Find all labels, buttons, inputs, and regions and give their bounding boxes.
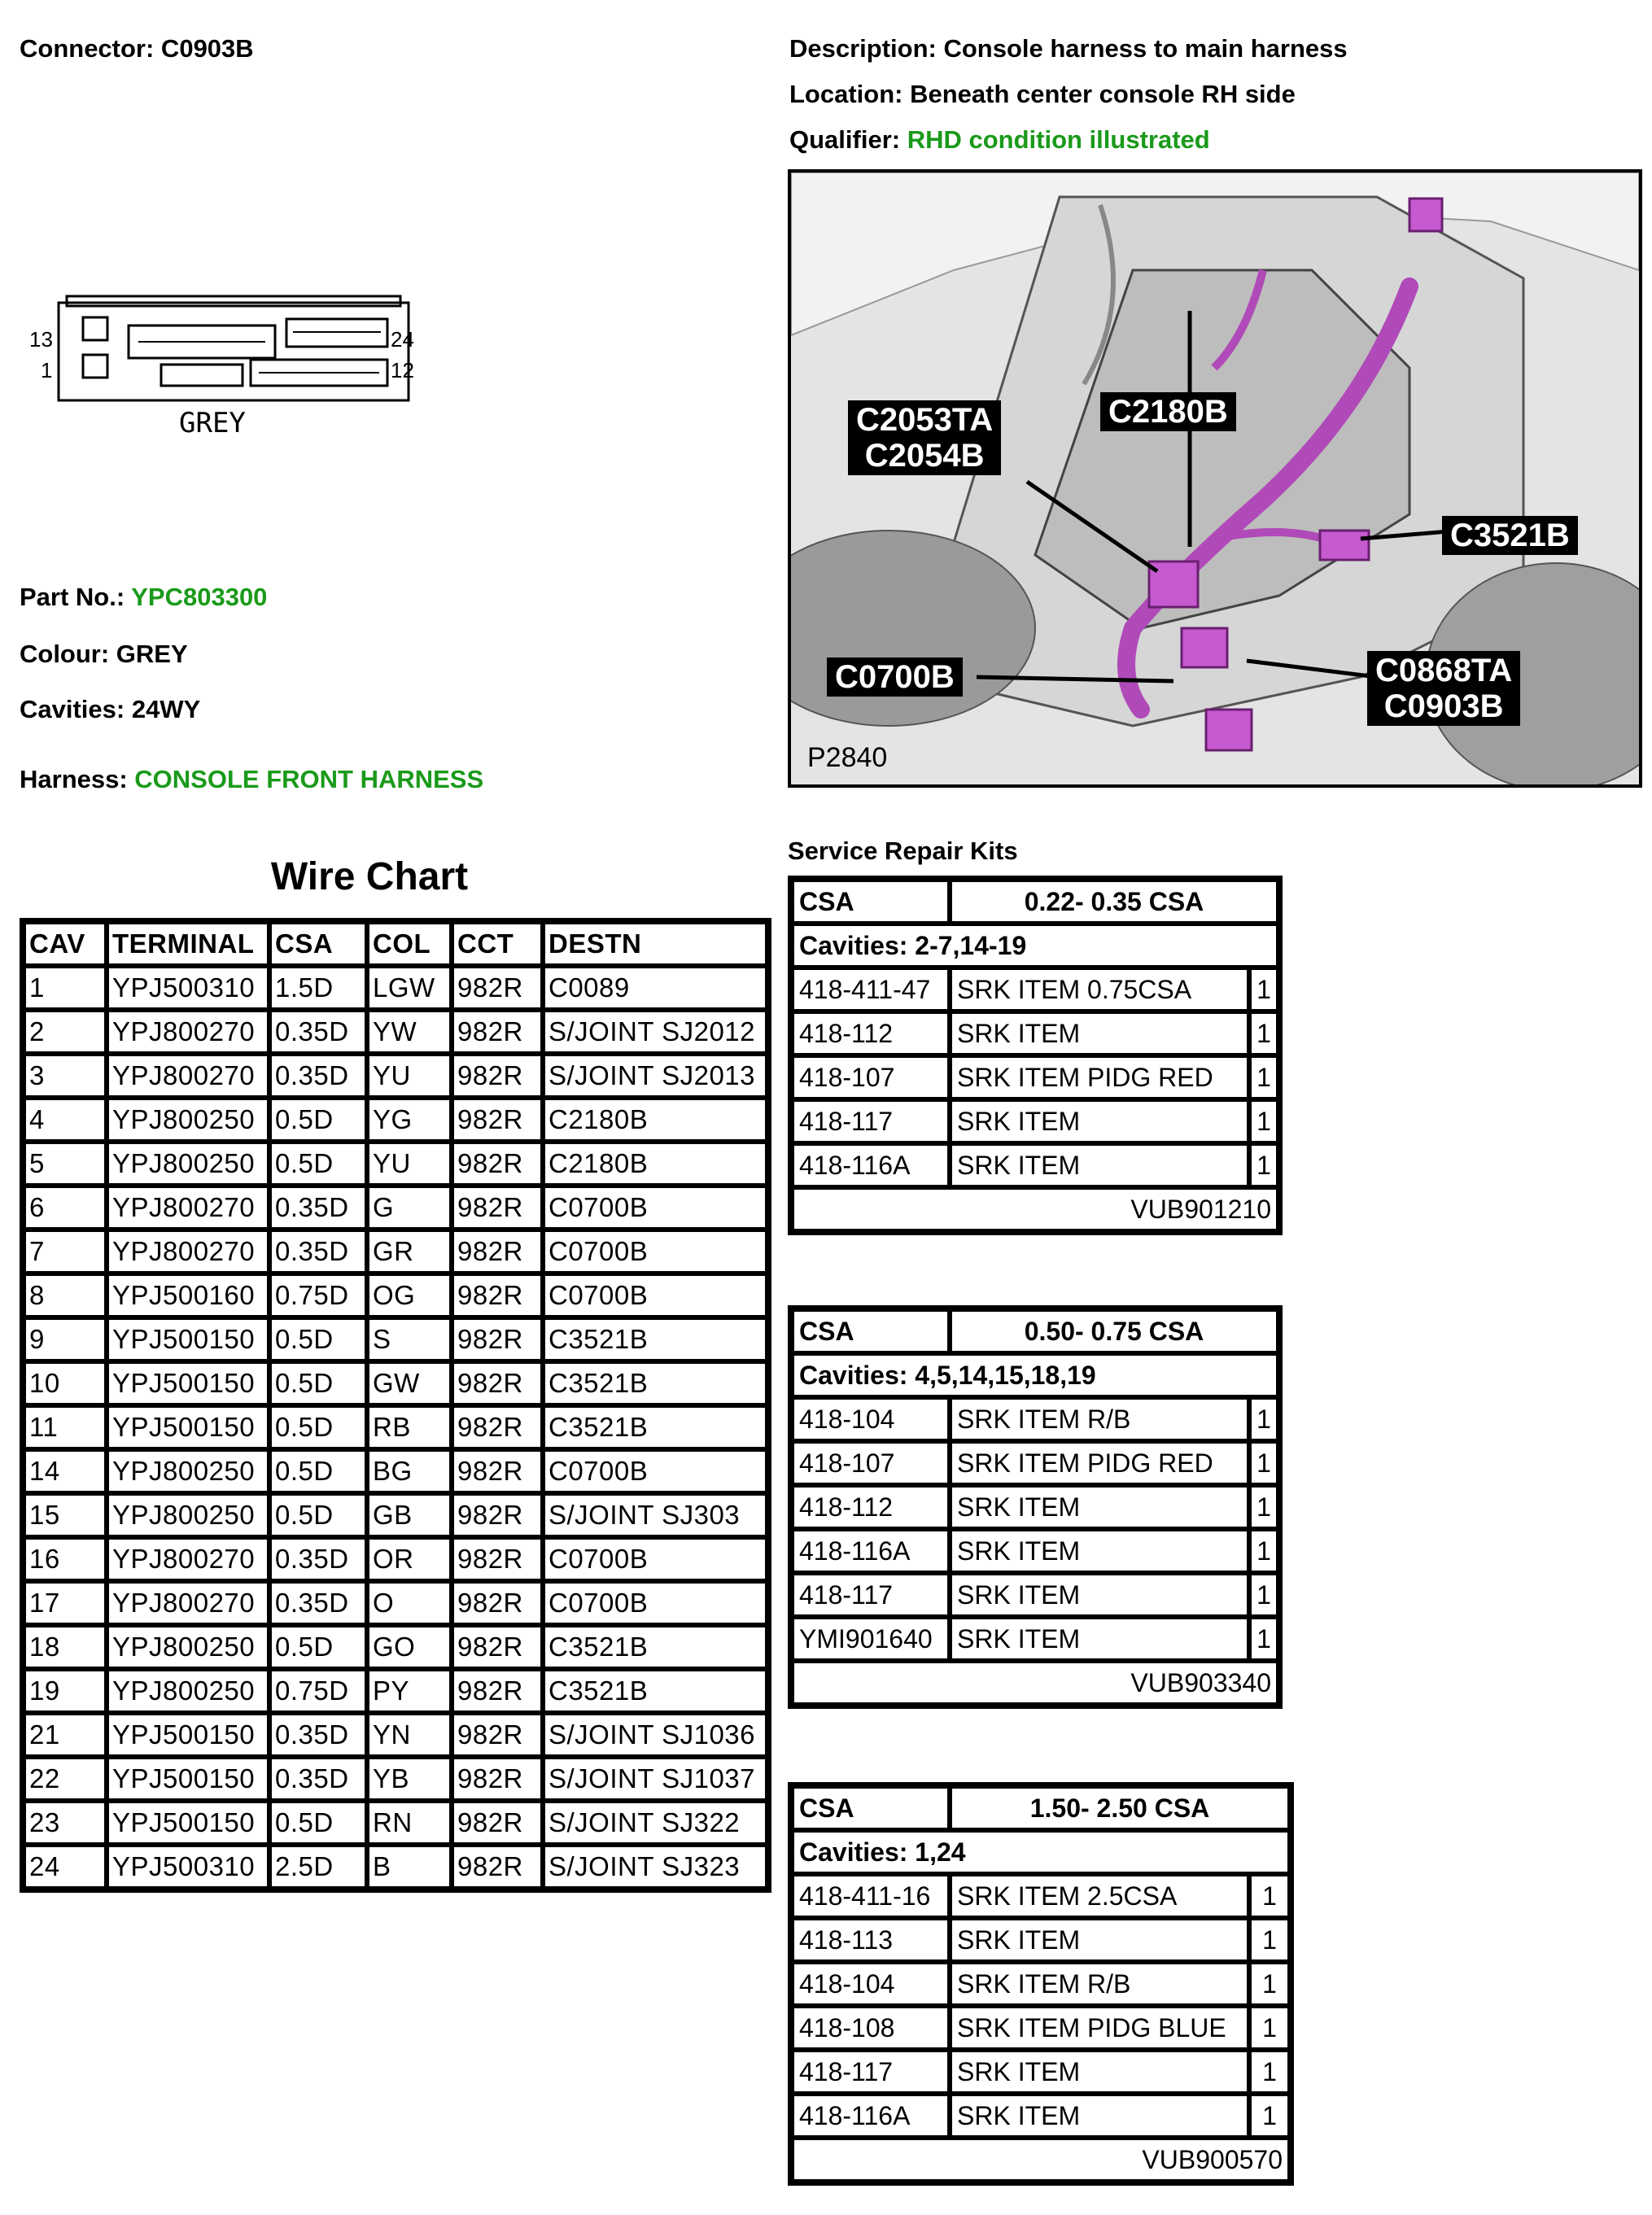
table-cell: 982R [452,1054,543,1098]
table-cell: 418-104 [792,1962,950,2006]
table-cell: 982R [452,1757,543,1801]
table-cell: C2180B [543,1098,767,1142]
table-cell: C3521B [543,1405,767,1449]
table-cell: C3521B [543,1317,767,1361]
qualifier-prefix: Qualifier: [789,125,907,154]
connector-label: Connector: C0903B [20,34,254,63]
table-cell: SRK ITEM PIDG BLUE [950,2006,1249,2050]
table-cell: YPJ800250 [107,1449,269,1493]
srk-kit-number-row [792,1187,1278,1231]
location-photo [788,169,1642,788]
table-row [24,1230,767,1274]
table-row [792,1962,1290,2006]
table-cell: 0.35D [269,1581,367,1625]
table-row [792,968,1278,1011]
qualifier-label [789,124,1210,156]
wire-chart-header-cell: CAV [24,922,107,966]
table-row [24,1449,767,1493]
wire-chart-header-cell: COL [367,922,452,966]
callout-c2180b: C2180B [1100,392,1236,431]
table-cell: 418-411-16 [792,1874,950,1918]
table-cell: SRK ITEM [950,2050,1249,2094]
table-cell: 418-104 [792,1397,950,1441]
table-row [24,1801,767,1845]
table-cell: 982R [452,1186,543,1230]
table-cell: C0700B [543,1449,767,1493]
wire-chart-title: Wire Chart [270,855,469,898]
table-cell: YPJ800270 [107,1581,269,1625]
pin-12-label: 12 [391,358,414,382]
table-cell: 17 [24,1581,107,1625]
table-row [792,1143,1278,1187]
wire-chart-header-cell: CCT [452,922,543,966]
table-cell: 418-113 [792,1918,950,1962]
callout-c0868ta-c0903b: C0868TA C0903B [1367,651,1520,726]
table-row [24,1493,767,1537]
table-cell: YPJ800270 [107,1537,269,1581]
table-cell: SRK ITEM [950,1011,1249,1055]
table-cell: GB [367,1493,452,1537]
table-cell: 982R [452,1274,543,1317]
table-cell: 10 [24,1361,107,1405]
table-cell: RN [367,1801,452,1845]
table-row [792,1874,1290,1918]
table-row [792,1441,1278,1485]
table-cell: YPJ500150 [107,1757,269,1801]
table-cell: 982R [452,1537,543,1581]
srk-title: Service Repair Kits [788,837,1018,865]
table-cell: 0.5D [269,1098,367,1142]
table-cell: YPJ500150 [107,1713,269,1757]
table-cell: S/JOINT SJ1037 [543,1757,767,1801]
table-row [24,1274,767,1317]
table-cell: 1 [1249,1143,1278,1187]
table-cell: 1 [1249,2006,1290,2050]
qualifier-value: RHD condition illustrated [907,125,1210,154]
table-cell: YPJ800270 [107,1054,269,1098]
table-cell: YU [367,1142,452,1186]
part-value: YPC803300 [131,583,268,611]
table-row [24,1010,767,1054]
table-cell: YN [367,1713,452,1757]
table-row [792,1573,1278,1617]
table-cell: 982R [452,1669,543,1713]
table-cell: 1 [1249,2094,1290,2138]
pin-13-label: 13 [29,327,53,352]
table-cell: YPJ800270 [107,1010,269,1054]
table-cell: C0700B [543,1581,767,1625]
table-cell: C0700B [543,1274,767,1317]
table-cell: 21 [24,1713,107,1757]
table-cell: 4 [24,1098,107,1142]
callout-c0700b: C0700B [827,658,963,697]
table-row [24,1713,767,1757]
table-cell: 418-116A [792,2094,950,2138]
srk-table [788,1305,1283,1709]
table-cell: 24 [24,1845,107,1889]
table-row [24,1581,767,1625]
table-cell: YW [367,1010,452,1054]
table-cell: 23 [24,1801,107,1845]
table-cell: 0.35D [269,1010,367,1054]
table-cell: 1 [1249,1874,1290,1918]
table-row [792,2094,1290,2138]
table-cell: S/JOINT SJ2012 [543,1010,767,1054]
table-cell: 1 [1249,1055,1278,1099]
table-cell: C0700B [543,1230,767,1274]
table-row [792,1918,1290,1962]
table-cell: 0.5D [269,1625,367,1669]
table-cell: B [367,1845,452,1889]
table-cell: 0.5D [269,1493,367,1537]
table-cell: 1 [1249,2050,1290,2094]
table-cell: YPJ800250 [107,1493,269,1537]
table-cell: GO [367,1625,452,1669]
table-cell: 1 [1249,1011,1278,1055]
harness-label [20,763,483,796]
table-cell: 982R [452,1098,543,1142]
table-cell: 1 [1249,1962,1290,2006]
srk-kit-number: VUB901210 [792,1187,1278,1231]
table-cell: YPJ800250 [107,1142,269,1186]
table-row [792,1011,1278,1055]
table-row [792,1529,1278,1573]
table-cell: S/JOINT SJ322 [543,1801,767,1845]
table-cell: 1 [1249,1529,1278,1573]
table-cell: O [367,1581,452,1625]
srk-cavities-row [792,1353,1278,1397]
table-cell: 418-116A [792,1529,950,1573]
table-row [24,1537,767,1581]
srk-kit-number: VUB900570 [792,2138,1290,2182]
table-cell: SRK ITEM 0.75CSA [950,968,1249,1011]
table-cell: 16 [24,1537,107,1581]
table-row [792,2006,1290,2050]
srk-kit-number-row [792,2138,1290,2182]
table-cell: 1 [24,966,107,1010]
table-cell: 982R [452,966,543,1010]
table-row [24,1054,767,1098]
table-cell: 982R [452,1845,543,1889]
table-cell: 982R [452,1010,543,1054]
table-cell: 15 [24,1493,107,1537]
srk-csa-label: CSA [792,1309,950,1353]
wire-chart-header-cell: TERMINAL [107,922,269,966]
table-cell: C0089 [543,966,767,1010]
table-cell: YU [367,1054,452,1098]
table-cell: YPJ500310 [107,966,269,1010]
callout-c2053ta-c2054b: C2053TA C2054B [848,400,1001,475]
table-cell: YMI901640 [792,1617,950,1661]
table-cell: 0.5D [269,1361,367,1405]
table-cell: YB [367,1757,452,1801]
srk-header-row [792,880,1278,924]
table-cell: S/JOINT SJ323 [543,1845,767,1889]
table-cell: 1 [1249,1099,1278,1143]
table-cell: 3 [24,1054,107,1098]
wire-chart-header-cell: CSA [269,922,367,966]
table-cell: SRK ITEM [950,1485,1249,1529]
table-cell: 418-117 [792,1573,950,1617]
table-cell: C0700B [543,1537,767,1581]
table-cell: SRK ITEM [950,1099,1249,1143]
table-cell: 418-107 [792,1441,950,1485]
table-cell: C3521B [543,1669,767,1713]
part-prefix: Part No.: [20,583,132,611]
srk-table [788,876,1283,1235]
table-cell: 418-117 [792,1099,950,1143]
table-cell: 0.5D [269,1449,367,1493]
table-cell: 1 [1249,968,1278,1011]
colour-label: Colour: GREY [20,640,188,668]
table-row [24,1625,767,1669]
table-cell: YPJ500310 [107,1845,269,1889]
table-cell: 0.5D [269,1801,367,1845]
table-cell: 982R [452,1317,543,1361]
table-row [24,966,767,1010]
table-cell: 0.35D [269,1230,367,1274]
table-cell: 0.35D [269,1537,367,1581]
srk-cavities-row [792,924,1278,968]
callout-c3521b: C3521B [1442,516,1578,555]
table-cell: SRK ITEM [950,1617,1249,1661]
table-cell: YG [367,1098,452,1142]
table-row [24,1317,767,1361]
table-cell: SRK ITEM [950,1143,1249,1187]
table-row [24,1405,767,1449]
table-cell: G [367,1186,452,1230]
srk-cavities: Cavities: 4,5,14,15,18,19 [792,1353,1278,1397]
table-cell: BG [367,1449,452,1493]
table-cell: 418-411-47 [792,968,950,1011]
table-cell: 418-112 [792,1011,950,1055]
wire-chart-header-cell: DESTN [543,922,767,966]
table-cell: S [367,1317,452,1361]
table-row [24,1098,767,1142]
connector-colour-text: GREY [179,407,246,439]
srk-header-row [792,1786,1290,1830]
table-cell: YPJ500150 [107,1405,269,1449]
table-cell: YPJ500160 [107,1274,269,1317]
table-cell: C3521B [543,1361,767,1405]
table-cell: GW [367,1361,452,1405]
table-cell: SRK ITEM R/B [950,1397,1249,1441]
table-cell: 0.35D [269,1054,367,1098]
table-cell: SRK ITEM [950,1573,1249,1617]
table-cell: 9 [24,1317,107,1361]
table-cell: 2 [24,1010,107,1054]
table-row [792,2050,1290,2094]
table-cell: C2180B [543,1142,767,1186]
table-cell: 11 [24,1405,107,1449]
table-cell: 8 [24,1274,107,1317]
table-cell: GR [367,1230,452,1274]
table-cell: 982R [452,1713,543,1757]
srk-table [788,1782,1294,2186]
table-cell: 982R [452,1581,543,1625]
table-cell: 1 [1249,1397,1278,1441]
table-cell: 5 [24,1142,107,1186]
srk-cavities: Cavities: 2-7,14-19 [792,924,1278,968]
table-cell: SRK ITEM [950,2094,1249,2138]
table-cell: 0.5D [269,1405,367,1449]
srk-cavities: Cavities: 1,24 [792,1830,1290,1874]
table-cell: C0700B [543,1186,767,1230]
harness-prefix: Harness: [20,765,135,793]
table-row [792,1485,1278,1529]
photo-reference: P2840 [807,742,888,773]
srk-kit-number: VUB903340 [792,1661,1278,1705]
table-row [24,1142,767,1186]
srk-csa-label: CSA [792,880,950,924]
table-cell: 982R [452,1449,543,1493]
pin-24-label: 24 [391,327,414,352]
table-cell: SRK ITEM [950,1529,1249,1573]
table-cell: 1 [1249,1441,1278,1485]
srk-csa-label: CSA [792,1786,950,1830]
table-cell: 2.5D [269,1845,367,1889]
pin-1-label: 1 [41,358,53,382]
srk-kit-number-row [792,1661,1278,1705]
table-cell: YPJ800270 [107,1186,269,1230]
table-row [792,1099,1278,1143]
table-row [792,1617,1278,1661]
table-cell: SRK ITEM R/B [950,1962,1249,2006]
table-cell: 982R [452,1493,543,1537]
srk-header-row [792,1309,1278,1353]
location-label: Location: Beneath center console RH side [789,80,1296,108]
table-row [24,1845,767,1889]
table-cell: S/JOINT SJ303 [543,1493,767,1537]
srk-cavities-row [792,1830,1290,1874]
srk-csa-range: 0.22- 0.35 CSA [950,880,1278,924]
cavities-label: Cavities: 24WY [20,695,201,723]
table-cell: 14 [24,1449,107,1493]
table-cell: PY [367,1669,452,1713]
table-cell: SRK ITEM [950,1918,1249,1962]
table-cell: 0.35D [269,1757,367,1801]
table-cell: SRK ITEM 2.5CSA [950,1874,1249,1918]
table-cell: YPJ500150 [107,1317,269,1361]
table-cell: 22 [24,1757,107,1801]
table-cell: 19 [24,1669,107,1713]
table-row [792,1397,1278,1441]
table-cell: SRK ITEM PIDG RED [950,1441,1249,1485]
wire-chart-table [20,918,771,1893]
table-cell: 418-116A [792,1143,950,1187]
srk-csa-range: 0.50- 0.75 CSA [950,1309,1278,1353]
table-cell: 418-117 [792,2050,950,2094]
table-cell: 982R [452,1405,543,1449]
table-row [24,1757,767,1801]
table-cell: OR [367,1537,452,1581]
table-cell: 0.75D [269,1669,367,1713]
table-cell: 1 [1249,1573,1278,1617]
table-cell: 1 [1249,1918,1290,1962]
table-cell: 18 [24,1625,107,1669]
table-cell: YPJ800250 [107,1669,269,1713]
table-row [792,1055,1278,1099]
table-cell: SRK ITEM PIDG RED [950,1055,1249,1099]
table-cell: 982R [452,1142,543,1186]
table-cell: C3521B [543,1625,767,1669]
wire-chart-header-row [24,922,767,966]
description-label: Description: Console harness to main harness [789,34,1348,63]
harness-value: CONSOLE FRONT HARNESS [134,765,484,793]
table-cell: 0.35D [269,1713,367,1757]
table-cell: 418-112 [792,1485,950,1529]
table-row [24,1669,767,1713]
connector-face-diagram [24,285,431,448]
table-row [24,1361,767,1405]
table-cell: 0.5D [269,1142,367,1186]
table-cell: 982R [452,1625,543,1669]
srk-csa-range: 1.50- 2.50 CSA [950,1786,1290,1830]
table-cell: 0.35D [269,1186,367,1230]
table-cell: 7 [24,1230,107,1274]
table-cell: 982R [452,1230,543,1274]
table-row [24,1186,767,1230]
table-cell: LGW [367,966,452,1010]
table-cell: YPJ800250 [107,1625,269,1669]
table-cell: 418-107 [792,1055,950,1099]
table-cell: 982R [452,1801,543,1845]
table-cell: 1.5D [269,966,367,1010]
part-number [20,581,267,614]
table-cell: YPJ500150 [107,1361,269,1405]
table-cell: 6 [24,1186,107,1230]
table-cell: 0.5D [269,1317,367,1361]
table-cell: 1 [1249,1617,1278,1661]
table-cell: 982R [452,1361,543,1405]
table-cell: 1 [1249,1485,1278,1529]
table-cell: 0.75D [269,1274,367,1317]
table-cell: YPJ800250 [107,1098,269,1142]
table-cell: S/JOINT SJ2013 [543,1054,767,1098]
table-cell: YPJ800270 [107,1230,269,1274]
table-cell: OG [367,1274,452,1317]
table-cell: 418-108 [792,2006,950,2050]
table-cell: YPJ500150 [107,1801,269,1845]
table-cell: RB [367,1405,452,1449]
table-cell: S/JOINT SJ1036 [543,1713,767,1757]
